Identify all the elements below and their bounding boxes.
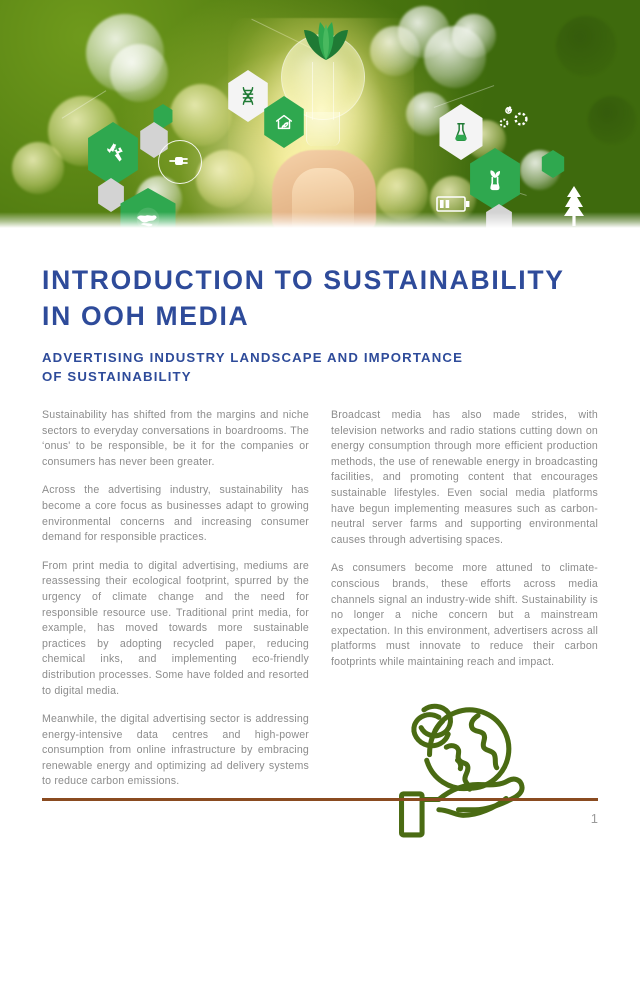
paragraph: Broadcast media has also made strides, with television networks and radio stations cutting down on energy consumption through more efficient production methods, the use of renewable energy in broadcasting facilities, and promoting content that encourages sustainable lifestyles. Even social media platforms have begun implementing measures such as carbon-neutral server farms and supporting environmental causes through advertising spaces. [331,409,598,546]
body-columns [42,408,598,839]
hero-image [0,0,640,228]
page-title: INTRODUCTION TO SUSTAINABILITY IN OOH MEDIA [42,265,565,331]
paragraph: From print media to digital advertising, mediums are reassessing their ecological footprint, spurred by the urgency of climate change and the need for responsible resource use. Traditional print media, for example, has moved towards more sustainable practices by adopting recycled paper, reducing chemical inks, and implementing eco-friendly distribution processes. Some have folded and resorted to digital media. [42,559,309,697]
page-number: 1 [590,810,598,826]
left-column [42,408,309,839]
power-plug-icon [158,140,202,184]
page-footer [42,798,598,827]
page-content [0,262,640,839]
right-column [331,408,598,839]
paragraph: Meanwhile, the digital advertising sector is addressing energy-intensive data centres and high-power consumption from online infrastructure by embracing renewable energy and optimizing ad delivery systems to reduce carbon emissions. [42,713,309,788]
leaf-crown-icon [292,18,360,60]
hero-bottom-fade [0,212,640,228]
paragraph: Sustainability has shifted from the margins and niche sectors to everyday conversations in boardrooms. The ‘onus' to be responsible, be it for the companies or consumers has never been greater. [42,409,309,468]
page-subtitle: ADVERTISING INDUSTRY LANDSCAPE AND IMPORTANCE OF SUSTAINABILITY [42,350,464,384]
paragraph: Across the advertising industry, sustainability has become a core focus as businesses adapt to growing environmental concerns and increasing consumer demand for responsible practices. [42,484,309,544]
footer-divider [42,798,598,801]
gears-icon [494,104,538,134]
bulb-neck [306,112,340,146]
battery-icon [436,194,472,214]
paragraph: As consumers become more attuned to climate-conscious brands, these efforts across media channels signal an industry-wide shift. Sustainability is no longer a niche concern but a mainstream expectation. In this environment, advertisers across all platforms must innovate to reduce their carbon footprints while maintaining reach and impact. [331,562,598,668]
